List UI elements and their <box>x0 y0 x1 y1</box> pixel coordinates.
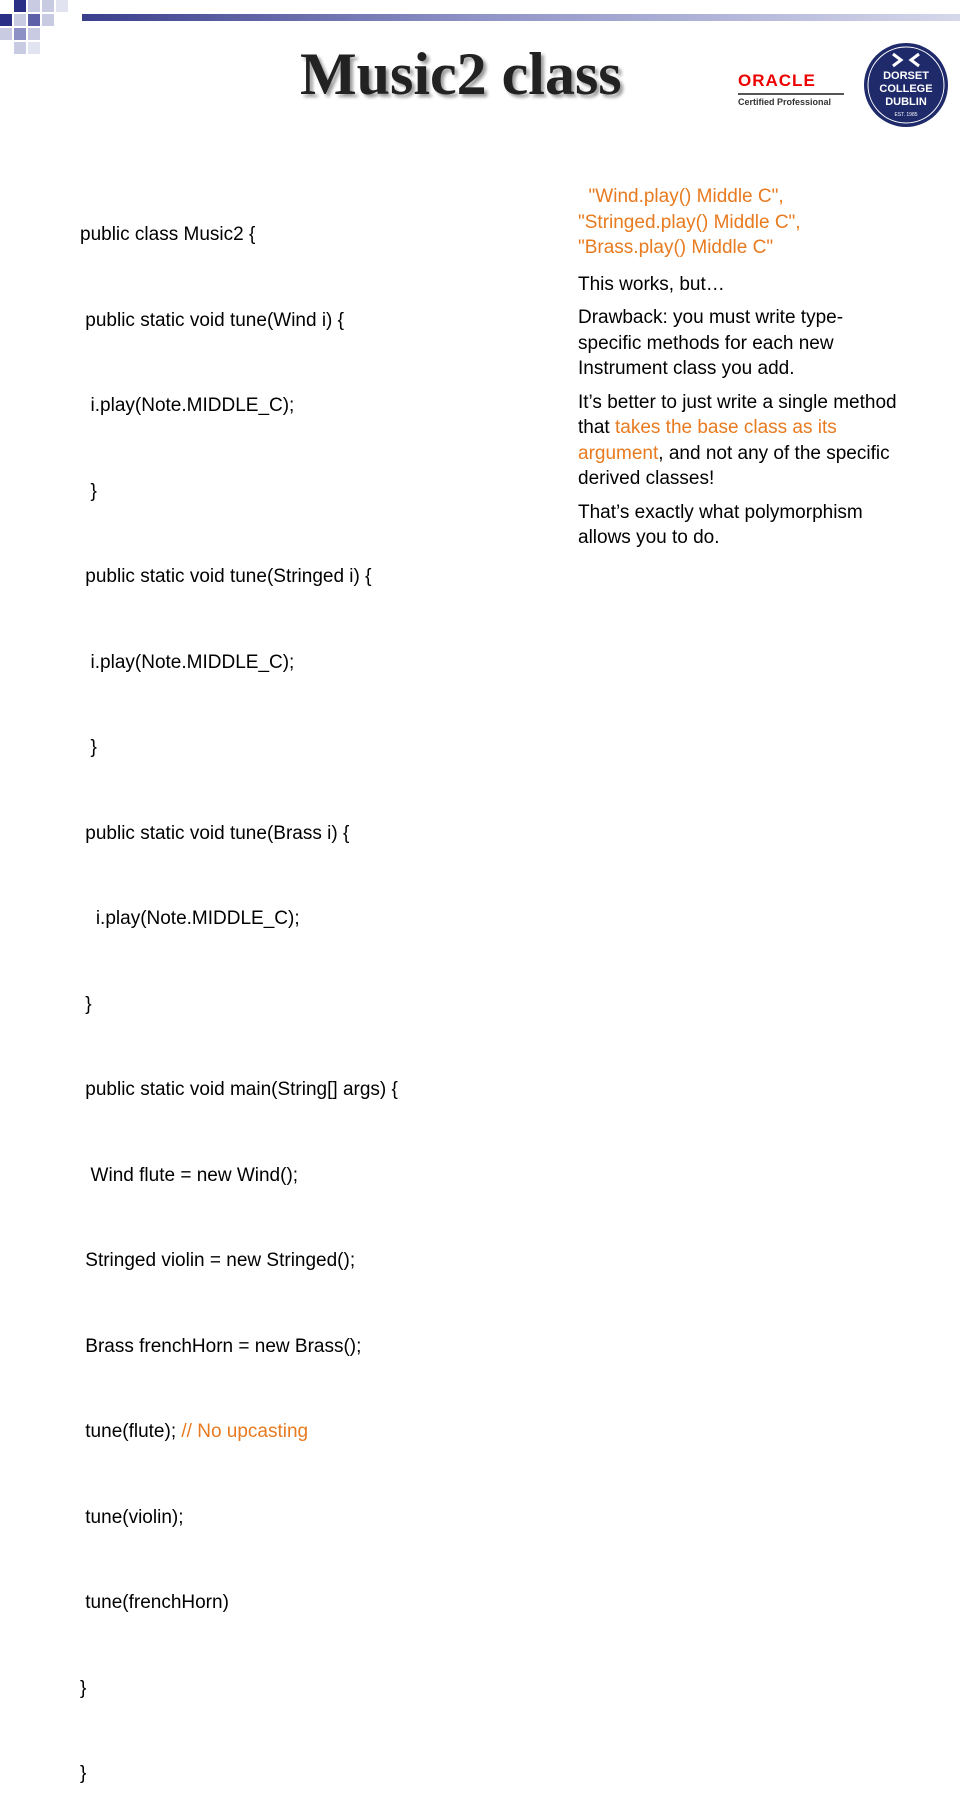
output-line: "Wind.play() Middle C", <box>578 186 784 207</box>
note-works: This works, but… <box>578 273 725 295</box>
dorset-line2: COLLEGE <box>879 83 933 95</box>
code-line: } <box>80 993 92 1015</box>
code-line: public static void tune(Brass i) { <box>80 822 350 844</box>
code-line: Stringed violin = new Stringed(); <box>80 1250 356 1271</box>
code-line: public static void main(String[] args) { <box>80 1079 398 1100</box>
output-line: "Stringed.play() Middle C", <box>578 211 801 233</box>
note-better <box>578 390 903 492</box>
code-line: tune(frenchHorn) <box>80 1592 229 1613</box>
oracle-logo-word: ORACLE <box>738 71 816 90</box>
header-bar <box>82 14 960 21</box>
code-line: i.play(Note.MIDDLE_C); <box>80 651 295 673</box>
code-line: } <box>80 480 97 502</box>
code-line: i.play(Note.MIDDLE_C); <box>80 395 295 416</box>
dorset-college-logo <box>863 42 949 128</box>
code-line: Brass frenchHorn = new Brass(); <box>80 1335 362 1357</box>
oracle-logo-cert: Certified Professional <box>738 97 832 107</box>
note-highlight: takes the base class as its argument <box>578 417 837 464</box>
dorset-line1: DORSET <box>883 70 929 82</box>
code-listing <box>80 164 500 1817</box>
code-comment: // No upcasting <box>181 1421 309 1442</box>
note-polymorphism: That’s exactly what polymorphism allows you to do. <box>578 501 863 548</box>
note-text: It’s better to just write a single method that <box>578 391 897 438</box>
code-line-with-comment <box>80 1418 500 1447</box>
dorset-est: EST. 1985 <box>894 112 918 118</box>
corner-decoration <box>0 0 80 62</box>
code-line: tune(violin); <box>80 1506 184 1528</box>
code-line: } <box>80 737 97 758</box>
oracle-logo <box>738 72 844 110</box>
code-line: public class Music2 { <box>80 224 256 245</box>
code-line: public static void tune(Wind i) { <box>80 309 345 331</box>
code-line: } <box>80 1677 87 1699</box>
note-text: , and not any of the specific derived classes! <box>578 442 890 489</box>
program-output <box>578 184 903 261</box>
note-drawback: Drawback: you must write type-specific methods for each new Instrument class you add. <box>578 307 844 379</box>
code-line: i.play(Note.MIDDLE_C); <box>80 908 300 929</box>
oracle-logo-rule <box>738 93 844 95</box>
explanation-column <box>578 184 903 559</box>
page-title: Music2 class <box>300 41 622 107</box>
output-line: "Brass.play() Middle C" <box>578 237 774 258</box>
code-line: public static void tune(Stringed i) { <box>80 566 372 587</box>
code-line: Wind flute = new Wind(); <box>80 1164 299 1186</box>
code-text: tune(flute); <box>80 1421 182 1442</box>
dorset-line3: DUBLIN <box>885 96 927 108</box>
code-line: } <box>80 1763 87 1784</box>
